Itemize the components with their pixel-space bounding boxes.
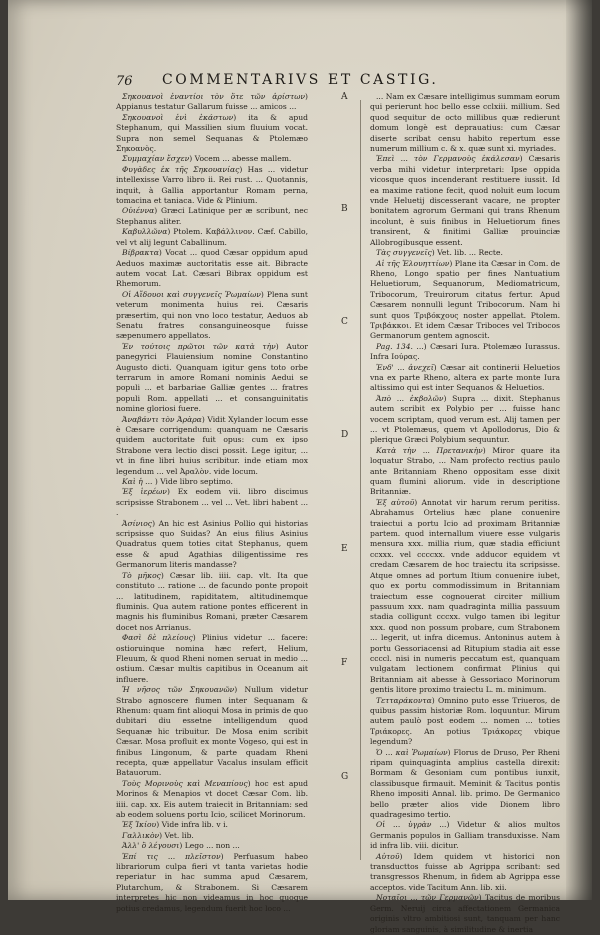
commentary-paragraph: [116, 519, 308, 571]
commentary-text: ) Cæsari Iura. Ptolemæo Iurassus. Infra Ιούρας.: [370, 341, 560, 362]
commentary-paragraph: [370, 363, 560, 394]
greek-lemma: Φυγὰδες ἐκ τῆς Σηκουανίας: [122, 164, 240, 174]
running-title: COMMENTARIVS ET CASTIG.: [162, 72, 439, 88]
margin-letter: A: [341, 92, 348, 102]
column-divider: [360, 100, 361, 860]
commentary-text: ) Nullum videtur Strabo agnoscere flumen inter Sequanam & Rhenum: quam fint alioqui Mosa in primis de quo dubitari diu essetne intelligendum quod Sequanæ hic tribuitur. De Mosa enim scribit Cæsar. Mosa profluit ex monte Vogeso, qui est in finibus Lingonum, & parte quadam Rheni recepta, quæ appellatur Vacalus insulam efficit Batauorum.: [116, 685, 308, 778]
commentary-paragraph: [370, 498, 560, 696]
commentary-paragraph: [116, 113, 308, 155]
commentary-text: ) Tacitus de moribus Germ. Neruij circa affectationem Germanica originis vltro ambitiosi sunt, tanquam per hanc gloriam sanguinis, à similitudine & inertia: [370, 893, 560, 934]
commentary-paragraph: [116, 92, 308, 113]
greek-lemma: Ἀλλ' ὃ λέγουσι: [122, 841, 180, 851]
greek-lemma: Νοταῖοι ... τῶν Γερμανῶν: [376, 893, 479, 903]
commentary-paragraph: [370, 394, 560, 446]
greek-lemma: Ἐπί τις ... πλεῖστον: [122, 851, 221, 861]
greek-lemma: Ἡ νῆσος τῶν Σηκουανῶν: [122, 685, 235, 695]
commentary-text: ) Appianus testatur Gallarum fuisse ... amicos ...: [116, 92, 308, 112]
greek-lemma: Οἱ Αἴδουοι καὶ συγγενεῖς Ῥωμαίων: [122, 289, 261, 299]
commentary-text: ) Supra ... dixit. Stephanus autem scribit ex Polybio per ... fuisse hanc vocem scriptam, quod verum est. Alij tamen per ... vt Ptolemæus, quem vt Apollodorus, Dio & plerique Græci Polybium sequuntur.: [370, 393, 560, 445]
right-column: [370, 92, 561, 934]
margin-letter: C: [341, 317, 348, 327]
commentary-paragraph: [116, 227, 308, 248]
commentary-paragraph: [370, 342, 560, 363]
commentary-paragraph: [116, 477, 308, 487]
commentary-paragraph: [370, 852, 560, 894]
commentary-paragraph: [116, 852, 308, 914]
commentary-text: ) Lego ... non ...: [179, 841, 240, 851]
commentary-paragraph: [370, 248, 560, 258]
commentary-paragraph: [370, 92, 560, 154]
greek-lemma: Καβυλλῶνα: [122, 227, 168, 237]
commentary-text: ... Nam ex Cæsare intelligimus summam eorum qui perierunt hoc bello esse cclxiii. millium. Sed quod sequitur de octo millibus quæ redierunt domum longè est deprauatius: cum Cæsar diserte scribat censu habito repertum esse numerum millium c. & x. quæ sunt xi. myriades.: [370, 92, 560, 154]
greek-lemma: Ἀσίνιος: [122, 518, 153, 528]
commentary-paragraph: [116, 820, 308, 830]
greek-lemma: Φασὶ δὲ πλείους: [122, 633, 193, 643]
commentary-text: ) hoc est apud Morinos & Menapios vt docet Cæsar Com. lib. iiii. cap. xx. Eis autem traiecit in Britanniam: sed ab eodem soluens portu Icio, scilicet Morinorum.: [116, 778, 308, 820]
commentary-paragraph: [370, 259, 560, 342]
greek-lemma: Ἀναβάντι τὸν Ἀρὰρα: [122, 414, 202, 424]
greek-lemma: Ἐνδ' ... ἀνεχεῖ: [376, 362, 434, 372]
commentary-paragraph: [116, 165, 308, 207]
commentary-paragraph: [370, 748, 560, 821]
commentary-text: ) Has ... videtur intellexisse Varro libro ii. Rei rust. ... Quotannis, inquit, à Gallia apportantur Romam perna, tomacina et taniaca. Vide & Plinium.: [116, 164, 308, 206]
commentary-text: ) Autor panegyrici Flauiensium nomine Constantino Augusto dicti. Quanquam igitur gens toto orbe terrarum in amore Romani nominis Aedui se populi ... et barbariae Galliæ gentes ... fratres populi Rom. appellati ... et consanguinitatis nomine gloriosi fuere.: [116, 341, 308, 414]
commentary-text: ) Videtur & alios multos Germanis populos in Galliam transduxisse. Nam id infra lib. viii. dicitur.: [370, 820, 561, 851]
greek-lemma: Ἐξ ἱερέων: [122, 487, 167, 497]
commentary-text: ) Idem quidem vt historici non transducttos fuisse ab Agrippa scribant: sed transgressos Rhenum, in fidem ab Agrippa esse acceptos. vide Tacitum Ann. lib. xii.: [370, 851, 560, 892]
commentary-paragraph: [116, 779, 308, 821]
commentary-paragraph: [370, 820, 560, 851]
greek-lemma: Αὐτοῦ: [376, 851, 400, 861]
commentary-paragraph: [116, 290, 308, 342]
commentary-paragraph: [116, 206, 308, 227]
greek-lemma: Ὁ ... καὶ Ῥωμαίων: [376, 747, 448, 757]
commentary-text: ) Cæsar lib. iiii. cap. vlt. Ita que constituto ... ratione ... de facundo ponte propoit ... latitudinem, rapiditatem, altitudinemque fluminis. Qua autem ratione pontes efficerent in magnis his fluminibus Romani, præter Cæsarem docet nos Arrianus.: [116, 570, 309, 632]
greek-lemma: Βίβρακτα: [122, 248, 159, 258]
commentary-text: ) Cæsaris verba mihi videtur interpretari: Ipse oppida vicosque quos incenderant restituere iussit. Id ea maxime ratione fecit, quod noluit eum locum vnde Heluetij discesserant vacare, ne propter bonitatem agrorum Germani qui trans Rhenum incolunt, è suis finibus in Heluetiorum fines transirent, & finitimi Galliæ prouinciæ Allobrogibusque essent.: [370, 154, 560, 247]
commentary-text: ) Miror quare ita loquatur Strabo, ... Nam profecto rectius paulo ante Britanniam Rheno oppositam esse dixit quam flumini aliorum. vide in descriptione Britanniæ.: [370, 445, 560, 497]
commentary-text: ) Plinius videtur ... facere: ostioruinque nomina hæc refert, Helium, Fleuum, & quod Rheni nomen seruat in medio ... ostium. Cæsar multis capitibus in Oceanum ait influere.: [116, 633, 308, 684]
greek-lemma: Ἐξ Ἰκίου: [122, 820, 157, 830]
greek-lemma: Σηκουανοὶ ἑνὶ ἑκάστων: [122, 112, 234, 122]
margin-letter: F: [341, 658, 348, 668]
commentary-text: ) Vidit Xylander locum esse è Cæsare corrigendum: quanquam ne Cæsaris quidem auctoritate fuit opus: cum ex ipso Strabone vera lectio disci possit. Lege igitur, ... vt in fine libri huius scribitur. inde etiam mox legendum ... vel Ἀραλὸν. vide locum.: [116, 414, 308, 476]
commentary-paragraph: [116, 841, 308, 851]
margin-letter: B: [341, 204, 348, 214]
greek-lemma: Τὸ μῆκος: [122, 570, 161, 580]
commentary-paragraph: [370, 893, 560, 935]
greek-lemma: Γαλλικὸν: [122, 830, 160, 840]
greek-lemma: Ἀπὸ ... ἐκβολῶν: [376, 393, 444, 403]
greek-lemma: Τετταράκοντα: [376, 695, 432, 705]
commentary-paragraph: [116, 633, 308, 685]
commentary-text: ) Omnino puto esse Triueros, de quibus passim historiæ Rom. loquuntur. Mirum autem paulò post eodem ... nomen ... toties Τριάκορες. An potius Τριάκορες vbique legendum?: [370, 695, 560, 747]
greek-lemma: Τοὺς Μορινοὺς καὶ Μεναπίους: [122, 778, 248, 788]
commentary-paragraph: [116, 831, 308, 841]
commentary-text: ) Ex eodem vii. libro discimus scripsisse Strabonem ... vel ... Vet. libri habent ... .: [116, 487, 308, 518]
commentary-text: ) Florus de Druso, Per Rheni ripam quinquaginta amplius castella direxit: Bormam & Gesoniam cum pontibus iunxit, classibusque firmauit. Meminit & Tacitus pontis Rheno impositi Annal. lib. primo. De Germanico bello præter alios vide Dionem libro quadragesimo tertio.: [370, 747, 560, 820]
greek-lemma: Οὐιέννα: [122, 206, 155, 216]
greek-lemma: Pag. 134. ...: [376, 341, 424, 351]
commentary-paragraph: [116, 342, 308, 415]
commentary-paragraph: [116, 154, 308, 164]
commentary-text: ) Græci Latinique per æ scribunt, nec Stephanus aliter.: [116, 206, 308, 226]
greek-lemma: Ἐξ αὐτοῦ: [376, 497, 415, 507]
greek-lemma: Τὰς συγγενεῖς: [376, 248, 432, 258]
commentary-paragraph: [370, 696, 560, 748]
greek-lemma: Σηκουανοὶ ἐναντίοι τὸν ὅτε τῶν ἀρίστων: [122, 92, 306, 101]
greek-lemma: Καὶ ἡ ...: [122, 477, 155, 487]
commentary-text: ) Perfuasum habeo librariorum culpa fieri vt tanta varietas hodie reperiatur in hac summa apud Cæsarem, Plutarchum, & Strabonem. Si Cæsarem interpretes hic non videamus in hoc quoque potius credamus, legendum fuerit hoc loco ...: [116, 851, 308, 913]
commentary-paragraph: [370, 446, 560, 498]
margin-letter: E: [341, 544, 348, 554]
margin-letter: D: [341, 430, 349, 440]
page-gutter-shadow: [566, 0, 592, 900]
greek-lemma: Οἱ ... ὑγρὰν ...: [376, 820, 447, 830]
commentary-text: ) Vocat ... quod Cæsar oppidum apud Aeduos maximæ auctoritatis esse ait. Bibracte autem vocat Lat. Cæsari Bibrax oppidum est Rhemorum.: [116, 248, 308, 289]
book-page: [8, 0, 592, 934]
greek-lemma: Ἐν τούτοις πρῶτοι τῶν κατὰ τὴν: [122, 341, 276, 351]
commentary-text: ) Vet. lib. ... Recte.: [431, 248, 503, 258]
commentary-paragraph: [116, 415, 308, 477]
commentary-paragraph: [116, 571, 308, 633]
greek-lemma: Κατὰ τὴν ... Πρετανικὴν: [376, 445, 483, 455]
commentary-text: ) Cæsar ait continerii Heluetios vna ex parte Rheno, altera ex parte monte Iura altissimo qui est inter Sequanos & Heluetios.: [370, 362, 560, 393]
commentary-paragraph: [116, 685, 308, 779]
commentary-text: ) Plena sunt veterum monimenta huius rei. Cæsaris præsertim, qui non vno loco testatur, Aeduos ab Senatu fratres consanguineosque fuisse sæpenumero appellatos.: [116, 289, 308, 341]
commentary-text: ) Annotat vir harum rerum peritiss. Abrahamus Ortelius hæc plane conuenire traiectui a portu Icio ad proximam Britanniæ partem. quod internallum viuere esse vulgaris mensura xxx. millia rium, quæ stadia efficiunt ccxxx. vel ccccxx. vnde adducor equidem vt credam Cæsarem de hoc traiectu ita scripsisse. Atque omnes ad portum Itium conuenire iubet, quo ex portu commodissimum in Britanniam traiectum esse cognouerat circiter millium passuum xxx. nam quadraginta millia passuum stadia colligunt cccxx. vulgo tamen ibi legitur xxx. quod non possum probare, cum Strabonem ... legerit, ut infra dicemus. Antoninus autem à portu Gessoriacensi ad Ritupium stadia ait esse ccccl. nisi in numeris peccatum est, quanquam vulgatam lectionem confirmat Plinius qui Britanniam ait abesse à Gessoriaco Morinorum gentis litore proximo traiectu L. m. minimum.: [370, 497, 560, 695]
greek-lemma: Ἐπεὶ ... τὸν Γερμανοὺς ἐκάλεσαν: [376, 154, 520, 164]
commentary-text: ) Plane ita Cæsar in Com. de Rheno, Longo spatio per fines Nantuatium Heluetiorum, Sequanorum, Mediomatricum, Tribocorum, Treuirorum citatus fertur. Apud Cæsarem nonnulli legunt Tribocorum. Nam hi sunt quos Τριβόκχους noster appellat. Ptolem. Τριβάκκοι. Et idem Cæsar Triboces vel Tribocos Germanorum gentem agnoscit.: [370, 258, 560, 341]
commentary-paragraph: [116, 248, 308, 290]
greek-lemma: Συμμαχίαν ἔσχεν: [122, 154, 190, 164]
commentary-text: ) ita & apud Stephanum, qui Massilien sium fluuium vocat. Supra non semel Sequanas & Ptolemæo Σηκοανὸς.: [116, 112, 308, 154]
commentary-text: ) An hic est Asinius Pollio qui historias scripsisse quo Suidas? An eius filius Asinius Quadratus quem toties citat Stephanus, quem esse & apud Agathias diligentissime res Germanorum literis mandasse?: [116, 518, 308, 570]
page-header: [116, 72, 546, 94]
left-column: [116, 92, 309, 913]
commentary-paragraph: [116, 487, 308, 518]
page-number: 76: [116, 74, 133, 89]
commentary-text: ) Vet. lib.: [159, 830, 194, 840]
commentary-text: ) Vide libro septimo.: [154, 477, 233, 487]
margin-letter: G: [341, 772, 349, 782]
commentary-text: ) Vide infra lib. v i.: [156, 820, 228, 830]
margin-letters: [341, 92, 357, 872]
commentary-paragraph: [370, 154, 560, 248]
greek-lemma: Αἱ τῆς Ἑλουηττίων: [376, 258, 450, 268]
commentary-text: ) Vocem ... abesse mallem.: [189, 154, 292, 164]
commentary-text: ) Ptolem. Καβάλλινον. Cæf. Cabillo, vel vt alij legunt Caballinum.: [116, 227, 308, 247]
